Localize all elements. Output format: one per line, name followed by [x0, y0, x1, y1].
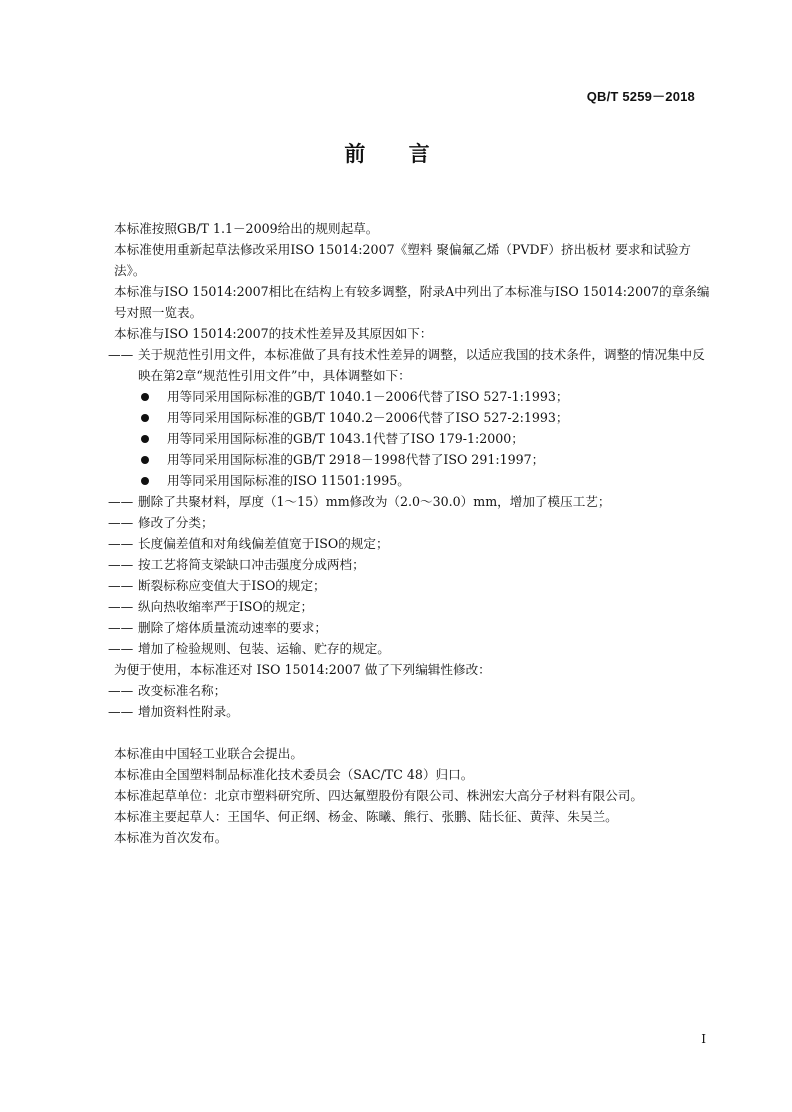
tech-change-text: 增加了检验规则、包装、运输、贮存的规定。 [138, 641, 390, 656]
editorial-item [108, 680, 714, 701]
tech-change-item [108, 491, 714, 512]
intro-paragraph-3: 本标准与ISO 15014:2007相比在结构上有较多调整，附录A中列出了本标准与ISO 15014:2007的章条编号对照一览表。 [114, 284, 710, 320]
dash-marker: —— [108, 347, 134, 362]
dash-marker: —— [108, 683, 134, 698]
editorial-text: 增加资料性附录。 [138, 704, 239, 719]
spacer [114, 722, 714, 743]
bullet-text: 用等同采用国际标准的GB/T 1043.1代替了ISO 179-1:2000； [167, 431, 524, 446]
closing-paragraph: 本标准为首次发布。 [114, 830, 228, 845]
intro-paragraph-4: 本标准与ISO 15014:2007的技术性差异及其原因如下： [114, 326, 433, 341]
intro-paragraph-1: 本标准按照GB/T 1.1－2009给出的规则起草。 [114, 221, 379, 236]
dash-marker: —— [108, 599, 134, 614]
tech-change-text: 关于规范性引用文件，本标准做了具有技术性差异的调整，以适应我国的技术条件，调整的情况集中反映在第2章“规范性引用文件”中，具体调整如下： [138, 347, 705, 383]
bullet-item [141, 470, 714, 491]
dash-marker: —— [108, 704, 134, 719]
closing-paragraph: 本标准主要起草人：王国华、何正纲、杨金、陈曦、熊行、张鹏、陆长征、黄萍、朱吴兰。 [114, 809, 618, 824]
bullet-item [141, 407, 714, 428]
dash-marker: —— [108, 557, 134, 572]
bullet-item [141, 449, 714, 470]
dash-marker: —— [108, 515, 134, 530]
bullet-text: 用等同采用国际标准的GB/T 2918－1998代替了ISO 291:1997； [167, 452, 545, 467]
dash-marker: —— [108, 641, 134, 656]
page-number: I [701, 1032, 706, 1046]
bullet-text: 用等同采用国际标准的ISO 11501:1995。 [167, 473, 410, 488]
tech-change-text: 断裂标称应变值大于ISO的规定； [138, 578, 326, 593]
tech-change-item [108, 554, 714, 575]
intro-paragraph-2: 本标准使用重新起草法修改采用ISO 15014:2007《塑料 聚偏氟乙烯（PVDF）挤出板材 要求和试验方法》。 [114, 242, 691, 278]
tech-change-item [108, 512, 714, 533]
tech-change-text: 删除了熔体质量流动速率的要求； [138, 620, 327, 635]
editorial-intro: 为便于使用，本标准还对 ISO 15014:2007 做了下列编辑性修改： [114, 662, 491, 677]
tech-change-item [108, 533, 714, 554]
page-title: 前 言 [344, 142, 448, 166]
dash-marker: —— [108, 578, 134, 593]
tech-change-item [108, 596, 714, 617]
bullet-dot-icon [141, 393, 149, 401]
dash-marker: —— [108, 494, 134, 509]
tech-change-item [108, 617, 714, 638]
dash-marker: —— [108, 620, 134, 635]
tech-change-text: 纵向热收缩率严于ISO的规定； [138, 599, 314, 614]
document-body [108, 218, 714, 848]
editorial-text: 改变标准名称； [138, 683, 227, 698]
intro-paragraph-2-line-1 [114, 239, 712, 281]
tech-change-item [108, 575, 714, 596]
bullet-dot-icon [141, 435, 149, 443]
bullet-dot-icon [141, 456, 149, 464]
bullet-text: 用等同采用国际标准的GB/T 1040.2－2006代替了ISO 527-2:1993； [167, 410, 569, 425]
dash-marker: —— [108, 536, 134, 551]
bullet-dot-icon [141, 414, 149, 422]
bullet-text: 用等同采用国际标准的GB/T 1040.1－2006代替了ISO 527-1:1993； [167, 389, 569, 404]
tech-change-text: 按工艺将简支梁缺口冲击强度分成两档； [138, 557, 365, 572]
bullet-item [141, 428, 714, 449]
intro-paragraph-3-wrap [114, 281, 712, 323]
tech-change-text: 修改了分类； [138, 515, 214, 530]
closing-paragraph: 本标准由中国轻工业联合会提出。 [114, 746, 303, 761]
bullet-item [141, 386, 714, 407]
closing-paragraph: 本标准起草单位：北京市塑料研究所、四达氟塑股份有限公司、株洲宏大高分子材料有限公司。 [114, 788, 643, 803]
tech-change-text: 删除了共聚材料，厚度（1～15）mm修改为（2.0～30.0）mm，增加了模压工艺； [138, 494, 611, 509]
editorial-item [108, 701, 714, 722]
bullet-dot-icon [141, 477, 149, 485]
tech-change-item [108, 638, 714, 659]
tech-change-item [108, 344, 714, 386]
tech-change-text: 长度偏差值和对角线偏差值宽于ISO的规定； [138, 536, 389, 551]
standard-code: QB/T 5259－2018 [586, 89, 695, 104]
closing-paragraph: 本标准由全国塑料制品标准化技术委员会（SAC/TC 48）归口。 [114, 767, 474, 782]
